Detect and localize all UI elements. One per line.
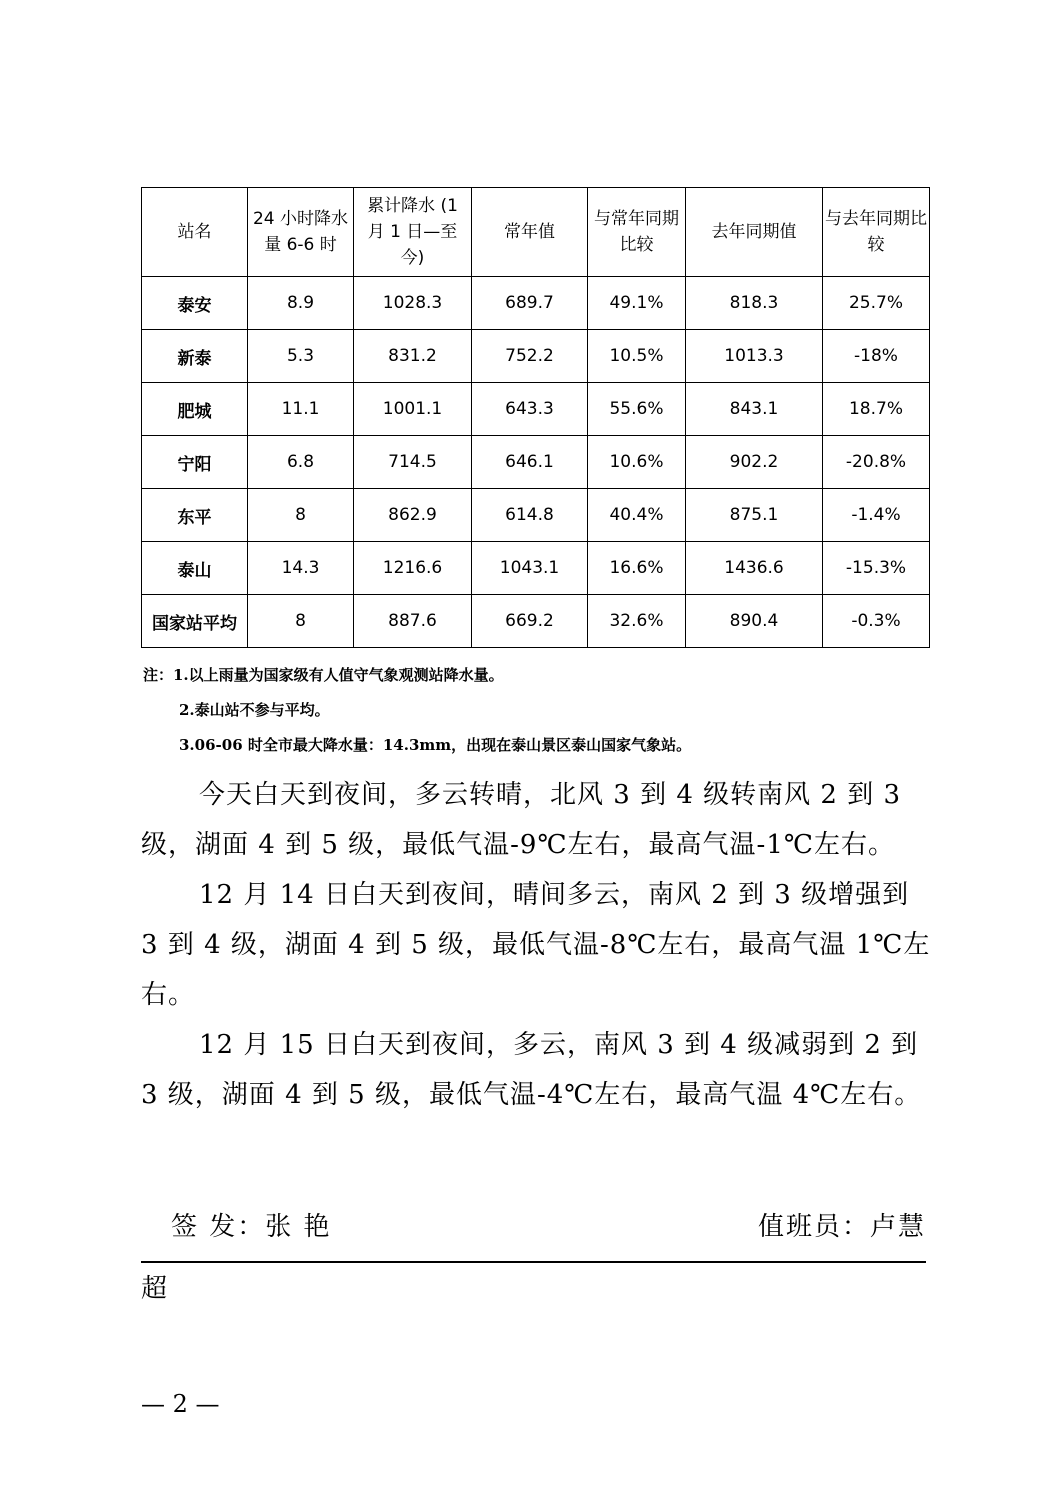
- note-3: 3.06-06 时全市最大降水量：14.3mm，出现在泰山景区泰山国家气象站。: [179, 736, 692, 754]
- cell-cumulative: 831.2: [354, 330, 472, 383]
- cell-vs-normal: 32.6%: [588, 595, 686, 648]
- table-row: [142, 330, 930, 383]
- table-notes: [143, 658, 691, 763]
- issuer-signature: 签 发：张 艳: [171, 1212, 332, 1242]
- header-station: 站名: [142, 188, 248, 277]
- cell-vs-last-year: -20.8%: [823, 436, 930, 489]
- table-row: [142, 383, 930, 436]
- cell-cumulative: 862.9: [354, 489, 472, 542]
- divider-rule: [141, 1261, 926, 1263]
- cell-last-year: 875.1: [686, 489, 823, 542]
- header-vs-normal: 与常年同期比较: [588, 188, 686, 277]
- cell-normal: 614.8: [472, 489, 588, 542]
- cell-vs-normal: 40.4%: [588, 489, 686, 542]
- cell-normal: 1043.1: [472, 542, 588, 595]
- note-1: 注：1.以上雨量为国家级有人值守气象观测站降水量。: [143, 666, 504, 684]
- cell-vs-last-year: -18%: [823, 330, 930, 383]
- cell-vs-normal: 55.6%: [588, 383, 686, 436]
- cell-normal: 646.1: [472, 436, 588, 489]
- station-name: 国家站平均: [142, 595, 248, 648]
- cell-24h: 14.3: [248, 542, 354, 595]
- cell-cumulative: 1028.3: [354, 277, 472, 330]
- cell-24h: 5.3: [248, 330, 354, 383]
- cell-last-year: 818.3: [686, 277, 823, 330]
- cell-last-year: 843.1: [686, 383, 823, 436]
- cell-last-year: 902.2: [686, 436, 823, 489]
- duty-officer-wrap: 超: [141, 1274, 168, 1304]
- forecast-text: [141, 770, 931, 1120]
- header-vs-last-year: 与去年同期比较: [823, 188, 930, 277]
- header-last-year: 去年同期值: [686, 188, 823, 277]
- cell-24h: 11.1: [248, 383, 354, 436]
- station-name: 新泰: [142, 330, 248, 383]
- cell-vs-normal: 49.1%: [588, 277, 686, 330]
- cell-normal: 669.2: [472, 595, 588, 648]
- forecast-today: 今天白天到夜间，多云转晴，北风 3 到 4 级转南风 2 到 3 级，湖面 4 到 5 级，最低气温-9℃左右，最高气温-1℃左右。: [141, 780, 902, 860]
- table-row: [142, 489, 930, 542]
- cell-normal: 689.7: [472, 277, 588, 330]
- precipitation-table: [141, 187, 930, 648]
- cell-vs-normal: 10.5%: [588, 330, 686, 383]
- table-row: [142, 595, 930, 648]
- header-normal-value: 常年值: [472, 188, 588, 277]
- station-name: 泰安: [142, 277, 248, 330]
- cell-vs-normal: 16.6%: [588, 542, 686, 595]
- cell-vs-normal: 10.6%: [588, 436, 686, 489]
- cell-last-year: 1013.3: [686, 330, 823, 383]
- cell-vs-last-year: 18.7%: [823, 383, 930, 436]
- table-row: [142, 542, 930, 595]
- cell-normal: 752.2: [472, 330, 588, 383]
- cell-last-year: 890.4: [686, 595, 823, 648]
- cell-cumulative: 714.5: [354, 436, 472, 489]
- forecast-dec-14: 12 月 14 日白天到夜间，晴间多云，南风 2 到 3 级增强到 3 到 4 级，湖面 4 到 5 级，最低气温-8℃左右，最高气温 1℃左右。: [141, 880, 931, 1010]
- cell-normal: 643.3: [472, 383, 588, 436]
- station-name: 泰山: [142, 542, 248, 595]
- table-header-row: [142, 188, 930, 277]
- cell-cumulative: 1216.6: [354, 542, 472, 595]
- header-cumulative-rain: 累计降水 (1 月 1 日—至今): [354, 188, 472, 277]
- page-number: — 2 —: [141, 1390, 220, 1418]
- forecast-dec-15: 12 月 15 日白天到夜间，多云，南风 3 到 4 级减弱到 2 到 3 级，湖面 4 到 5 级，最低气温-4℃左右，最高气温 4℃左右。: [141, 1030, 922, 1110]
- cell-cumulative: 1001.1: [354, 383, 472, 436]
- table-row: [142, 277, 930, 330]
- station-name: 宁阳: [142, 436, 248, 489]
- signature-line: [141, 1206, 926, 1256]
- cell-24h: 8.9: [248, 277, 354, 330]
- cell-24h: 6.8: [248, 436, 354, 489]
- cell-24h: 8: [248, 595, 354, 648]
- table-row: [142, 436, 930, 489]
- station-name: 东平: [142, 489, 248, 542]
- cell-vs-last-year: -15.3%: [823, 542, 930, 595]
- station-name: 肥城: [142, 383, 248, 436]
- cell-last-year: 1436.6: [686, 542, 823, 595]
- cell-vs-last-year: 25.7%: [823, 277, 930, 330]
- cell-vs-last-year: -0.3%: [823, 595, 930, 648]
- note-2: 2.泰山站不参与平均。: [179, 701, 330, 719]
- duty-officer: 值班员：卢慧: [757, 1212, 926, 1242]
- cell-24h: 8: [248, 489, 354, 542]
- header-24h-rain: 24 小时降水量 6-6 时: [248, 188, 354, 277]
- cell-cumulative: 887.6: [354, 595, 472, 648]
- cell-vs-last-year: -1.4%: [823, 489, 930, 542]
